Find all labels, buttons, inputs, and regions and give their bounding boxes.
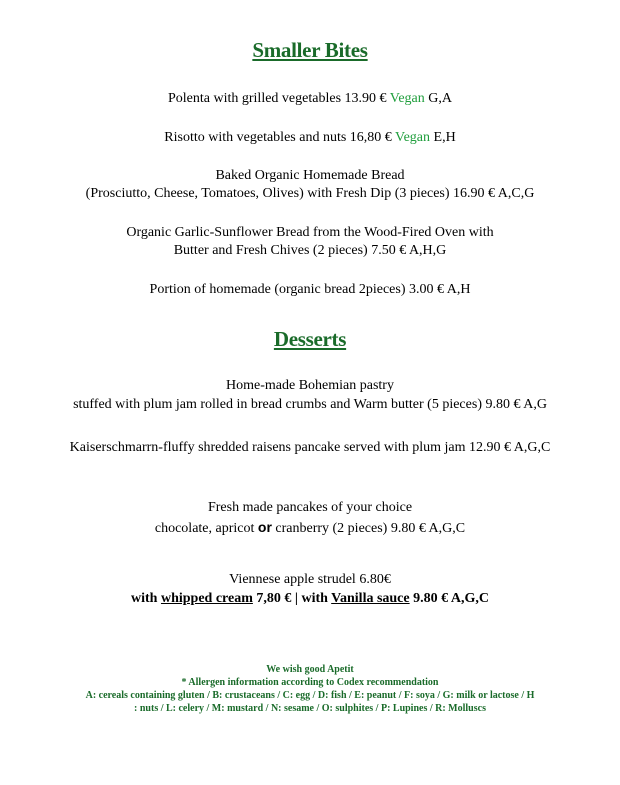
menu-item-baked-bread-line2: (Prosciutto, Cheese, Tomatoes, Olives) with Fresh Dip (3 pieces) 16.90 € A,C,G: [85, 186, 535, 201]
menu-item-kaiserschmarrn: Kaiserschmarrn-fluffy shredded raisens pancake served with plum jam 12.90 € A,G,C: [69, 440, 551, 455]
footer-allergen-note: * Allergen information according to Codex recommendation: [181, 677, 439, 688]
menu-item-bohemian-pastry-line1: Home-made Bohemian pastry: [226, 378, 394, 393]
vegan-label: Vegan: [389, 91, 425, 106]
item-text: Polenta with grilled vegetables 13.90 €: [168, 91, 390, 106]
menu-item-pancakes-line1: Fresh made pancakes of your choice: [207, 500, 413, 515]
footer-allergen-legend-line2: : nuts / L: celery / M: mustard / N: sesame / O: sulphites / P: Lupines / R: Molluscs: [134, 703, 486, 714]
footer-wish: We wish good Apetit: [266, 664, 354, 675]
footer-allergen-legend-line1: A: cereals containing gluten / B: crustaceans / C: egg / D: fish / E: peanut / F: soya / G: milk or lactose / H: [85, 690, 535, 701]
item-text: chocolate, apricot: [154, 521, 258, 536]
menu-item-pancakes-line2: [0, 518, 620, 538]
heading-desserts: Desserts: [273, 327, 347, 351]
menu-item-strudel-line2: [0, 590, 620, 608]
whipped-cream-label: whipped cream: [160, 591, 253, 606]
item-text: Risotto with vegetables and nuts 16,80 €: [164, 130, 396, 145]
menu-item-garlic-bread-line1: Organic Garlic-Sunflower Bread from the Wood-Fired Oven with: [126, 225, 494, 240]
item-text: 9.80 € A,G,C: [409, 591, 489, 606]
menu-item-strudel-line1: Viennese apple strudel 6.80€: [229, 572, 391, 587]
menu-item-garlic-bread-line2: Butter and Fresh Chives (2 pieces) 7.50 € A,H,G: [173, 243, 447, 258]
allergens: G,A: [424, 91, 452, 106]
item-text: 7,80 € | with: [252, 591, 332, 606]
menu-item-risotto: [0, 129, 620, 147]
menu-item-bohemian-pastry-line2: stuffed with plum jam rolled in bread crumbs and Warm butter (5 pieces) 9.80 € A,G: [73, 397, 547, 412]
menu-item-bread-portion: Portion of homemade (organic bread 2pieces) 3.00 € A,H: [149, 282, 471, 297]
menu-item-baked-bread-line1: Baked Organic Homemade Bread: [215, 168, 405, 183]
allergens: E,H: [430, 130, 456, 145]
vanilla-sauce-label: Vanilla sauce: [331, 591, 410, 606]
heading-smaller-bites: Smaller Bites: [252, 38, 368, 62]
menu-item-polenta: [0, 90, 620, 108]
vegan-label: Vegan: [395, 130, 431, 145]
or-label: or: [257, 519, 272, 535]
item-text: with: [131, 591, 161, 606]
item-text: cranberry (2 pieces) 9.80 € A,G,C: [271, 521, 466, 536]
